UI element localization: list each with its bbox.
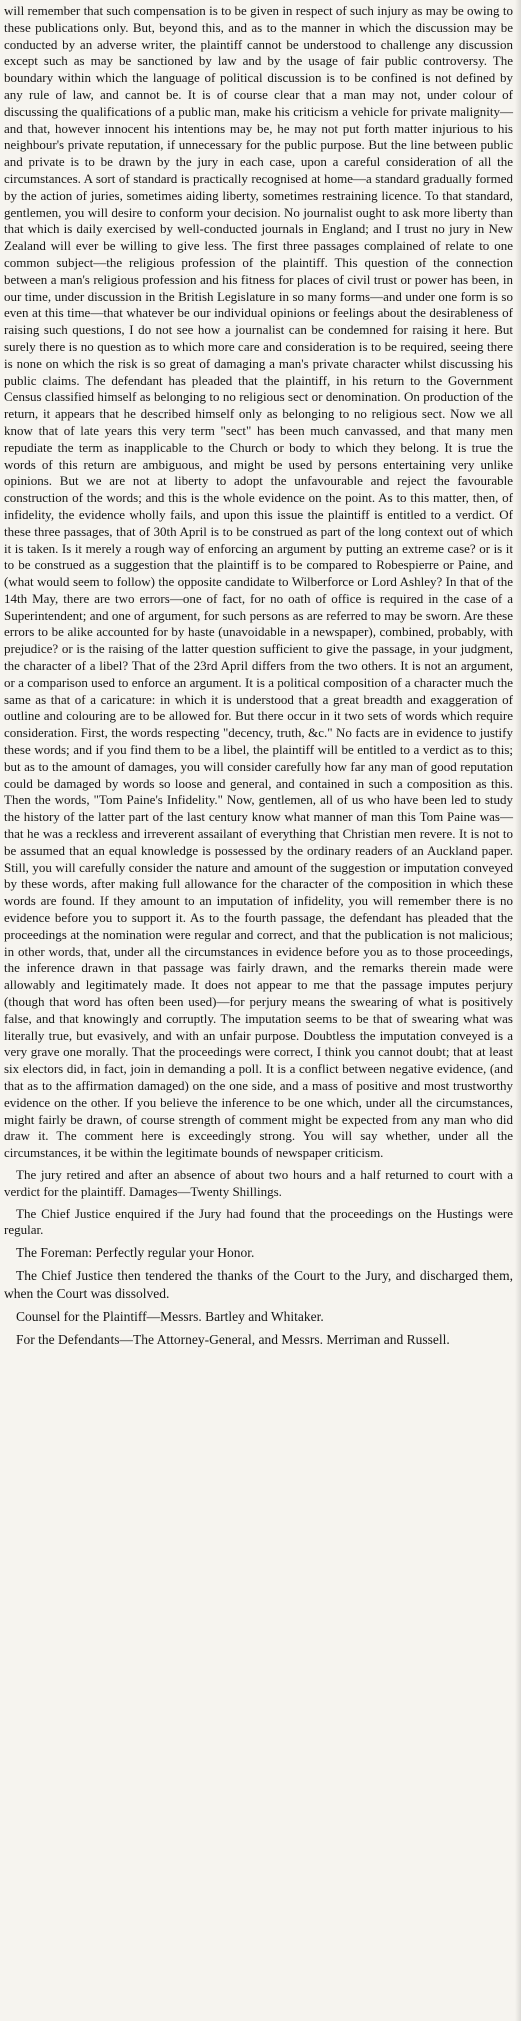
foreman-reply-paragraph: The Foreman: Perfectly regular your Honor. (16, 1245, 255, 1261)
article-column (4, 3, 513, 1349)
plaintiff-counsel-paragraph: Counsel for the Plaintiff—Messrs. Bartley and Whitaker. (16, 1309, 324, 1325)
defendant-counsel-paragraph: For the Defendants—The Attorney-General, and Messrs. Merriman and Russell. (16, 1332, 450, 1348)
court-dissolved-paragraph: The Chief Justice then tendered the thanks of the Court to the Jury, and discharged them, when the Court was dissolved. (4, 1268, 513, 1302)
charge-to-jury-paragraph: will remember that such compensation is to be given in respect of such injury as may be owing to these publications only. But, beyond this, and as to the manner in which the discussion may be conducted by an adverse writer, the plaintiff cannot be understood to challenge any discussion except such as may be sanctioned by law and by the usage of fair public controversy. The boundary within which the language of political discussion is to be confined is not defined by any rule of law, and cannot be. It is of course clear that a man may not, under colour of discussing the qualifications of a public man, make his criticism a vehicle for private malignity—and that, however innocent his intentions may be, he may not put forth matter injurious to his neighbour's private reputation, if unnecessary for the public purpose. But the line between public and private is to be drawn by the jury in each case, upon a careful consideration of all the circumstances. A sort of standard is practically recognised at home—a standard gradually formed by the action of juries, sometimes aiding liberty, sometimes restraining licence. To that standard, gentlemen, you will desire to conform your decision. No journalist ought to ask more liberty than that which is daily exercised by well-conducted journals in England; and I trust no jury in New Zealand will ever be willing to give less. The first three passages complained of relate to one common subject—the religious profession of the plaintiff. This question of the connection between a man's religious profession and his fitness for places of civil trust or power has been, in our time, under discussion in the British Legislature in so many forms—and under one form is so even at this time—that whatever be our individual opinions or feelings about the desirableness of raising such questions, I do not see how a journalist can be condemned for raising it here. But surely there is no question as to which more care and consideration is to be required, seeing there is none on which the risk is so great of damaging a man's private character whilst discussing his public claims. The defendant has pleaded that the plaintiff, in his return to the Government Census classified himself as belonging to no religious sect or denomination. On production of the return, it appears that he described himself only as belonging to no religious sect. Now we all know that of late years this very term "sect" has been much canvassed, and that many men repudiate the term as inapplicable to the Church or body to which they belong. It is true the words of this return are ambiguous, and might be used by persons entertaining very unlike opinions. But we are not at liberty to adopt the unfavourable and reject the favourable construction of the words; and this is the whole evidence on the point. As to this matter, then, of infidelity, the evidence wholly fails, and upon this issue the plaintiff is entitled to a verdict. Of these three passages, that of 30th April is to be construed as part of the long context out of which it is taken. Is it merely a rough way of enforcing an argument by putting an extreme case? or is it to be construed as a suggestion that the plaintiff is to be compared to Robespierre or Paine, and (what would seem to follow) the opposite candidate to Wilberforce or Lord Ashley? In that of the 14th May, there are two errors—one of fact, for no oath of office is required in the case of a Superintendent; and one of argument, for such persons as are referred to may be sworn. Are these errors to be alike accounted for by haste (unavoidable in a newspaper), combined, probably, with prejudice? or is the raising of the latter question sufficient to give the passage, in your judgment, the character of a libel? That of the 23rd April differs from the two others. It is not an argument, or a comparison used to enforce an argument. It is a political composition of a character much the same as that of a caricature: in which it is understood that a great breadth and exaggeration of outline and colouring are to be allowed for. But there occur in it two sets of words which require consideration. First, the words respecting "decency, truth, &c." No facts are in evidence to justify these words; and if you find them to be a libel, the plaintiff will be entitled to a verdict as to this; but as to the amount of damages, you will consider carefully how far any man of good reputation could be damaged by words so loose and general, and contained in such a composition as this. Then the words, "Tom Paine's Infidelity." Now, gentlemen, all of us who have been led to study the history of the latter part of the last century know what manner of man this Tom Paine was—that he was a reckless and irreverent assailant of everything that Christian men revere. It is not to be assumed that an equal knowledge is possessed by the ordinary readers of an Auckland paper. Still, you will carefully consider the nature and amount of the suggestion or imputation conveyed by these words, after making full allowance for the character of the composition in which these words are found. If they amount to an imputation of infidelity, you will remember there is no evidence before you to support it. As to the fourth passage, the defendant has pleaded that the proceedings at the nomination were regular and correct, and that the publication is not malicious; in other words, that, under all the circumstances in evidence before you as to those proceedings, the inference drawn in that passage was fairly drawn, and the remarks therein made were allowably and legitimately made. It does not appear to me that the passage imputes perjury (though that word has often been used)—for perjury means the swearing of what is positively false, and that knowingly and corruptly. The imputation seems to be that of swearing what was literally true, but evasively, and with an unfair purpose. Doubtless the imputation conveyed is a very grave one morally. That the proceedings were correct, I think you cannot doubt; that at least six electors did, in fact, join in demanding a poll. It is a conflict between negative evidence, (and that as to the affirmation damaged) on the one side, and a mass of positive and most trustworthy evidence on the other. If you believe the inference to be one which, under all the circumstances, might fairly be drawn, of course strength of comment might be expected from any man who did draw it. The comment here is exceedingly strong. You will say whether, under all the circumstances, it be within the legitimate bounds of newspaper criticism. (4, 3, 513, 1161)
verdict-paragraph: The jury retired and after an absence of about two hours and a half returned to court with a verdict for the plaintiff. Damages—Twenty Shillings. (4, 1166, 513, 1199)
chief-justice-enquiry-paragraph: The Chief Justice enquired if the Jury had found that the proceedings on the Hustings were regular. (4, 1205, 513, 1238)
